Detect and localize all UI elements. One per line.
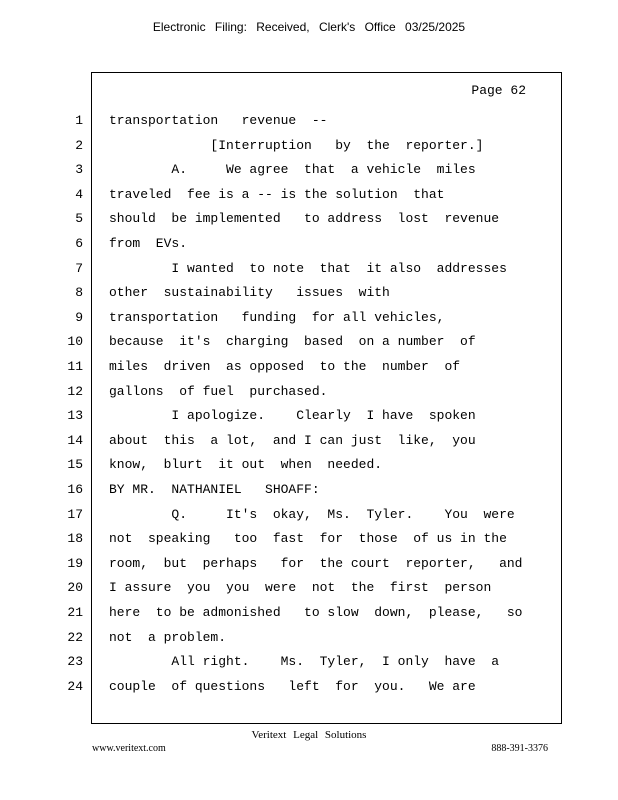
line-number: 11 — [67, 359, 83, 374]
line-number: 15 — [67, 457, 83, 473]
transcript-line: gallons of fuel purchased. — [109, 383, 328, 399]
transcript-line: other sustainability issues with — [109, 285, 390, 301]
line-number: 18 — [67, 531, 83, 547]
line-number: 14 — [67, 432, 83, 448]
transcript-line: about this a lot, and I can just like, you — [109, 432, 476, 448]
transcript-line: traveled fee is a -- is the solution that — [109, 186, 445, 202]
transcript-line: room, but perhaps for the court reporter, and — [109, 555, 523, 571]
line-number: 24 — [67, 678, 83, 694]
transcript-line: I apologize. Clearly I have spoken — [109, 408, 476, 424]
line-number: 5 — [75, 211, 83, 227]
line-number: 17 — [67, 506, 83, 522]
transcript-line: BY MR. NATHANIEL SHOAFF: — [109, 482, 320, 497]
transcript-line: here to be admonished to slow down, please, so — [109, 605, 523, 620]
line-number: 1 — [75, 113, 83, 128]
line-number: 7 — [75, 260, 83, 276]
page-number: Page 62 — [471, 83, 526, 98]
transcript-line: A. We agree that a vehicle miles — [109, 162, 476, 178]
transcript-line: not speaking too fast for those of us in the — [109, 531, 507, 547]
transcript-line: should be implemented to address lost revenue — [109, 211, 500, 227]
transcript-line: transportation funding for all vehicles, — [109, 309, 445, 325]
footer-phone: 888-391-3376 — [491, 743, 548, 754]
transcript-line: not a problem. — [109, 629, 227, 645]
filing-header: Electronic Filing: Received, Clerk's Office 03/25/2025 — [152, 20, 466, 34]
line-number: 22 — [67, 629, 83, 645]
line-number: 3 — [75, 162, 83, 178]
line-number: 19 — [67, 555, 83, 571]
line-number: 2 — [75, 137, 83, 153]
line-number: 20 — [67, 580, 83, 596]
transcript-line: All right. Ms. Tyler, I only have a — [109, 654, 500, 670]
footer-company: Veritext Legal Solutions — [251, 729, 367, 741]
transcript-line: Q. It's okay, Ms. Tyler. You were — [109, 506, 515, 522]
line-number: 21 — [67, 605, 83, 620]
transcript-line: I wanted to note that it also addresses — [109, 260, 507, 276]
line-number: 9 — [75, 309, 83, 325]
line-number: 6 — [75, 236, 83, 251]
line-number: 12 — [67, 383, 83, 399]
line-number: 23 — [67, 654, 83, 670]
line-number: 13 — [67, 408, 83, 424]
transcript-line: couple of questions left for you. We are — [109, 678, 476, 694]
line-number: 16 — [67, 482, 83, 497]
transcript-line: transportation revenue -- — [109, 113, 328, 128]
transcript-line: because it's charging based on a number of — [109, 334, 476, 350]
line-number: 10 — [67, 334, 83, 350]
line-number: 4 — [75, 186, 83, 202]
transcript-line: [Interruption by the reporter.] — [109, 137, 484, 153]
line-number: 8 — [75, 285, 83, 301]
transcript-line: from EVs. — [109, 236, 188, 251]
transcript-line: I assure you you were not the first person — [109, 580, 492, 596]
footer-website: www.veritext.com — [92, 743, 166, 754]
transcript-line: know, blurt it out when needed. — [109, 457, 383, 473]
transcript-line: miles driven as opposed to the number of — [109, 359, 461, 374]
